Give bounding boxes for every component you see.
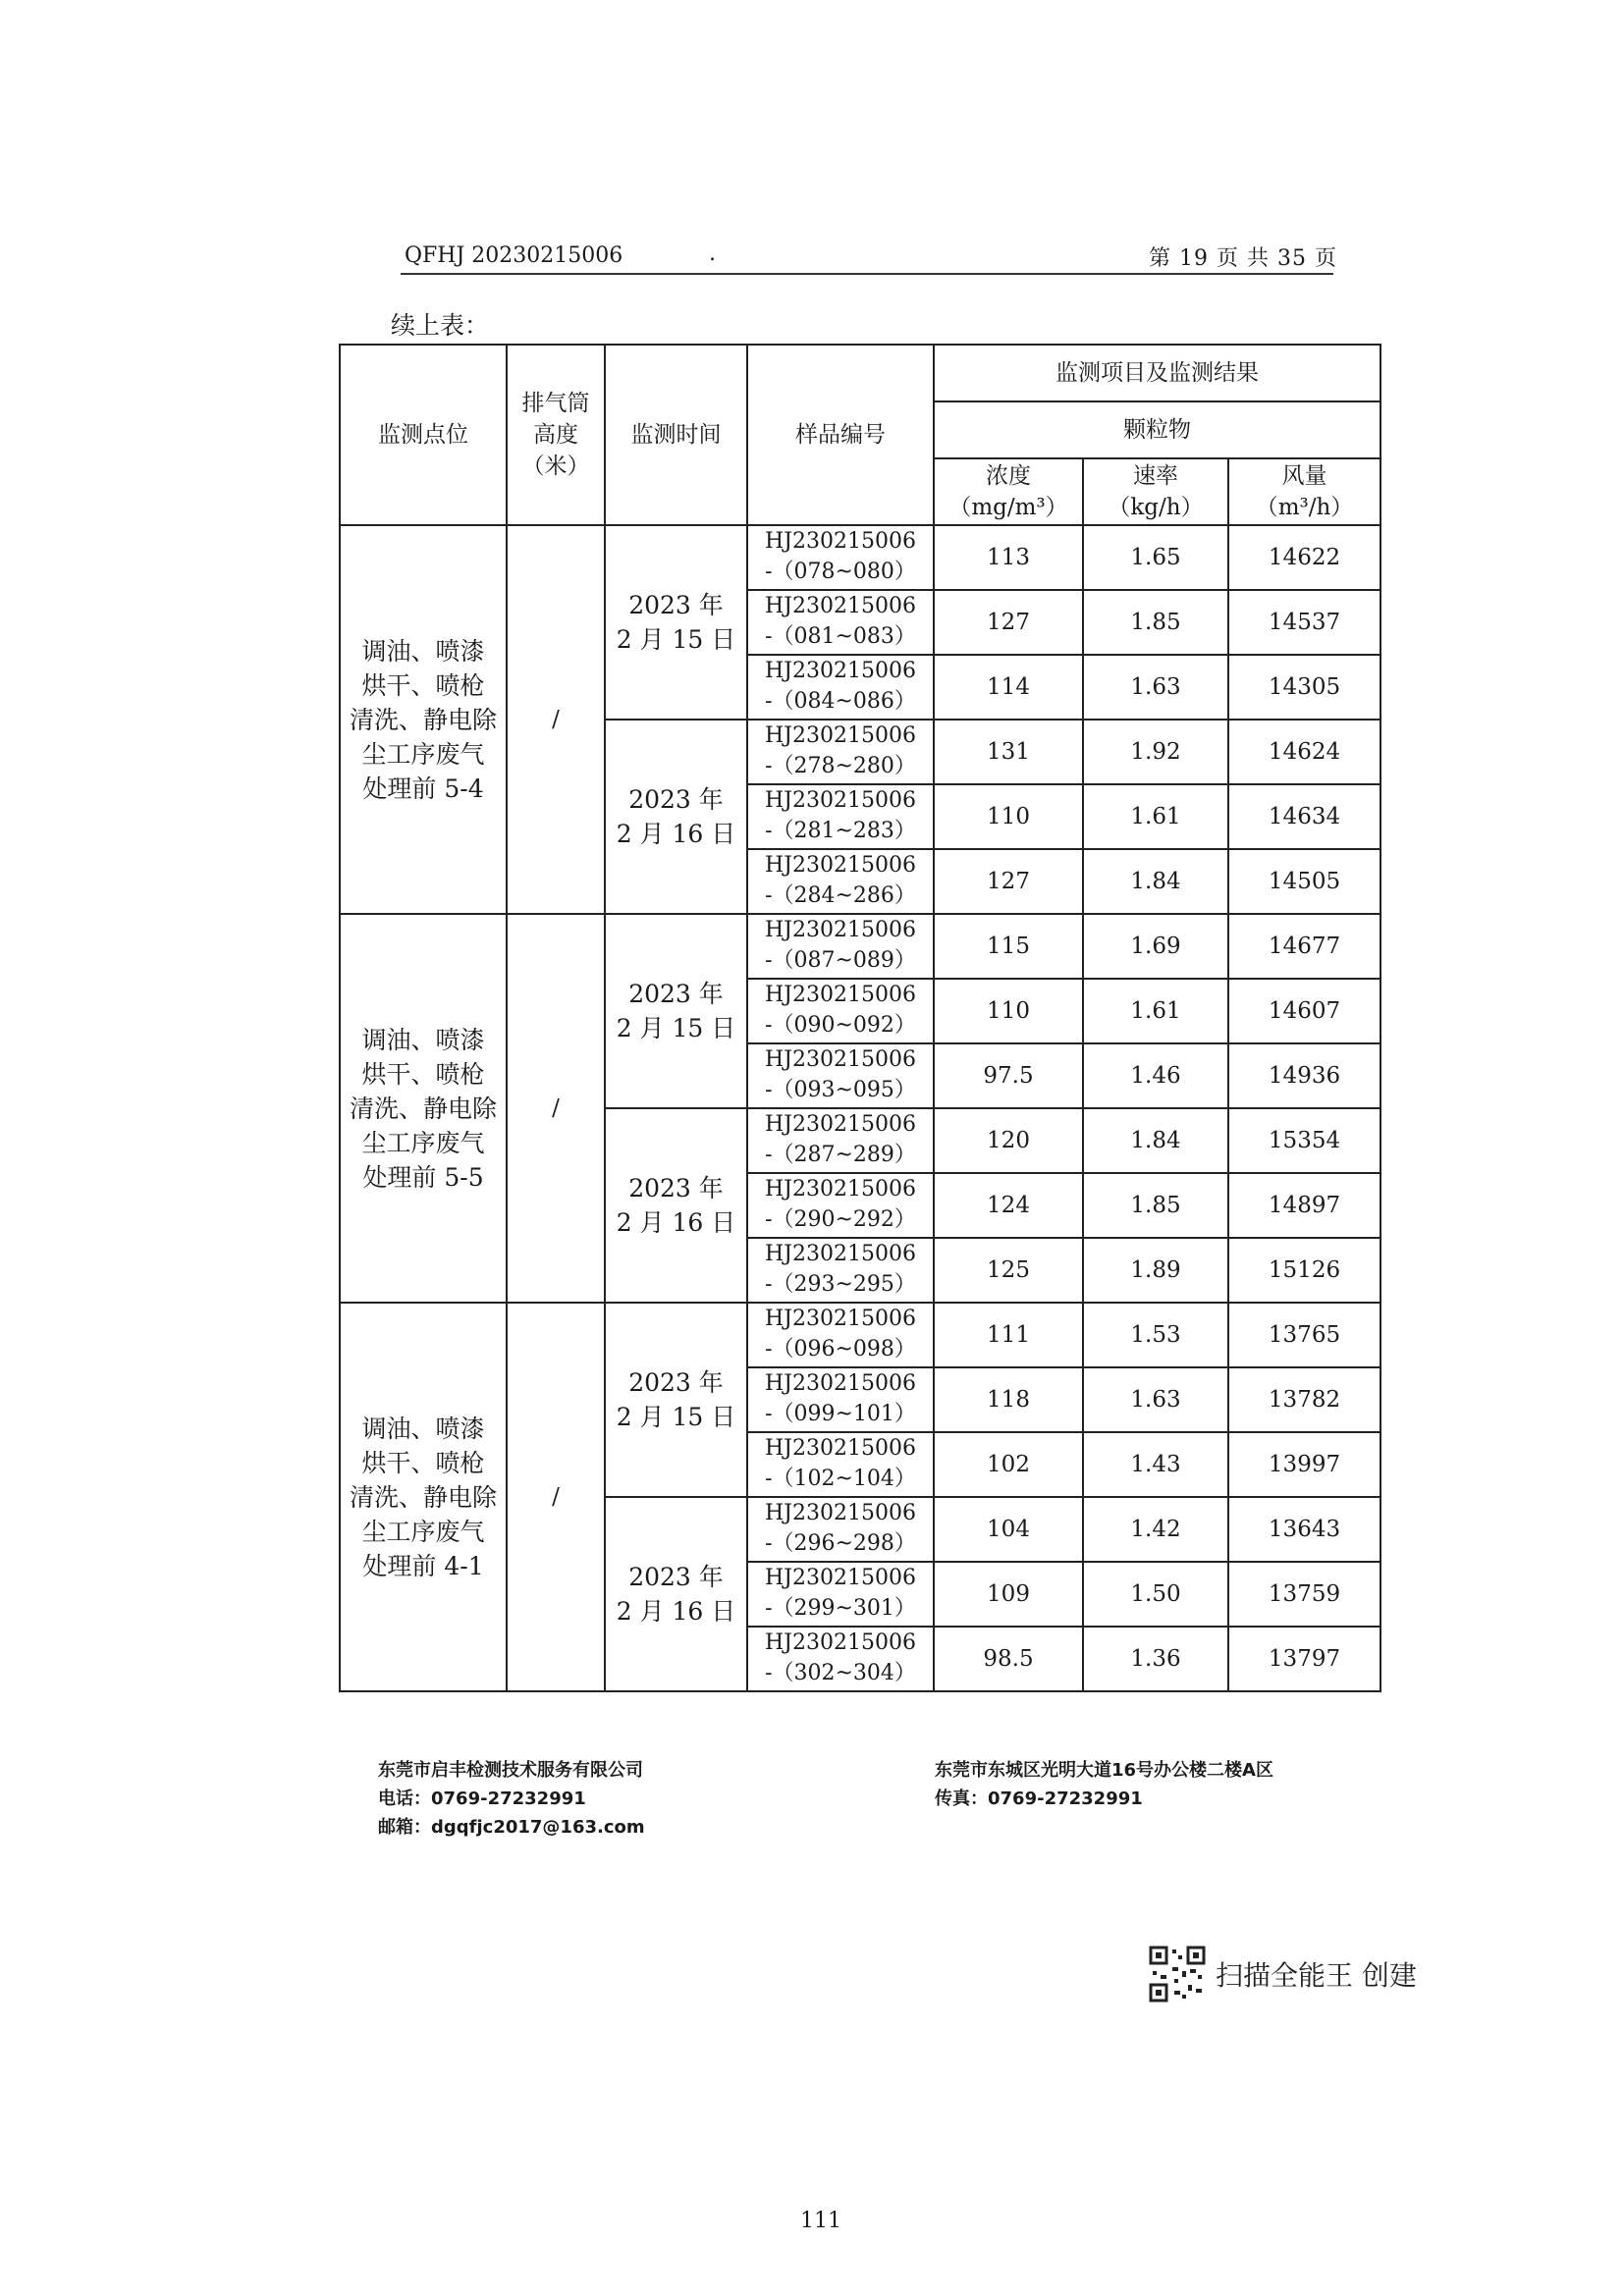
- air-flow-cell: 15126: [1228, 1238, 1380, 1303]
- sample-number-cell: HJ230215006 -（084~086）: [747, 655, 934, 720]
- concentration-cell: 127: [934, 849, 1083, 914]
- air-flow-cell: 14936: [1228, 1043, 1380, 1108]
- emission-rate-cell: 1.84: [1083, 849, 1228, 914]
- air-flow-cell: 15354: [1228, 1108, 1380, 1173]
- sample-number-cell: HJ230215006 -（278~280）: [747, 720, 934, 784]
- concentration-cell: 120: [934, 1108, 1083, 1173]
- concentration-cell: 110: [934, 784, 1083, 849]
- concentration-cell: 118: [934, 1367, 1083, 1432]
- sample-number-cell: HJ230215006 -（284~286）: [747, 849, 934, 914]
- header-location: 监测点位: [340, 345, 507, 525]
- header-group: 监测项目及监测结果: [934, 345, 1380, 401]
- emission-rate-cell: 1.50: [1083, 1562, 1228, 1627]
- sample-number-cell: HJ230215006 -（093~095）: [747, 1043, 934, 1108]
- header-stack-height: 排气筒 高度 （米）: [507, 345, 605, 525]
- concentration-cell: 127: [934, 590, 1083, 655]
- header-flow: 风量 （m³/h）: [1228, 458, 1380, 525]
- air-flow-cell: 14607: [1228, 979, 1380, 1043]
- emission-rate-cell: 1.92: [1083, 720, 1228, 784]
- concentration-cell: 125: [934, 1238, 1083, 1303]
- emission-rate-cell: 1.46: [1083, 1043, 1228, 1108]
- header-dot: .: [709, 241, 716, 266]
- footer-company: 东莞市启丰检测技术服务有限公司: [378, 1760, 643, 1781]
- sample-number-cell: HJ230215006 -（290~292）: [747, 1173, 934, 1238]
- sample-number-cell: HJ230215006 -（302~304）: [747, 1627, 934, 1691]
- concentration-cell: 110: [934, 979, 1083, 1043]
- stack-height-cell: /: [507, 525, 605, 914]
- header-sample: 样品编号: [747, 345, 934, 525]
- emission-rate-cell: 1.53: [1083, 1303, 1228, 1367]
- page-info: 第 19 页 共 35 页: [1149, 246, 1337, 271]
- emission-rate-cell: 1.85: [1083, 590, 1228, 655]
- emission-rate-cell: 1.61: [1083, 979, 1228, 1043]
- sample-number-cell: HJ230215006 -（281~283）: [747, 784, 934, 849]
- air-flow-cell: 13643: [1228, 1497, 1380, 1562]
- concentration-cell: 124: [934, 1173, 1083, 1238]
- monitoring-results-table: [339, 344, 1381, 1692]
- monitoring-date-cell: 2023 年 2 月 16 日: [605, 720, 747, 914]
- footer-address: 东莞市东城区光明大道16号办公楼二楼A区: [935, 1760, 1273, 1781]
- air-flow-cell: 14624: [1228, 720, 1380, 784]
- footer-fax: 传真：0769-27232991: [935, 1788, 1143, 1809]
- sample-number-cell: HJ230215006 -（099~101）: [747, 1367, 934, 1432]
- air-flow-cell: 14305: [1228, 655, 1380, 720]
- concentration-cell: 131: [934, 720, 1083, 784]
- monitoring-date-cell: 2023 年 2 月 16 日: [605, 1108, 747, 1303]
- air-flow-cell: 14677: [1228, 914, 1380, 979]
- air-flow-cell: 14634: [1228, 784, 1380, 849]
- scanner-watermark: [1149, 1946, 1417, 2002]
- emission-rate-cell: 1.42: [1083, 1497, 1228, 1562]
- stack-height-cell: /: [507, 1303, 605, 1691]
- air-flow-cell: 13782: [1228, 1367, 1380, 1432]
- concentration-cell: 114: [934, 655, 1083, 720]
- air-flow-cell: 14537: [1228, 590, 1380, 655]
- monitoring-location-cell: 调油、喷漆 烘干、喷枪 清洗、静电除 尘工序废气 处理前 5-4: [340, 525, 507, 914]
- footer-address-info: [935, 1757, 1273, 1814]
- sample-number-cell: HJ230215006 -（287~289）: [747, 1108, 934, 1173]
- air-flow-cell: 13997: [1228, 1432, 1380, 1497]
- emission-rate-cell: 1.85: [1083, 1173, 1228, 1238]
- sample-number-cell: HJ230215006 -（096~098）: [747, 1303, 934, 1367]
- footer-phone: 电话：0769-27232991: [378, 1788, 586, 1809]
- concentration-cell: 109: [934, 1562, 1083, 1627]
- page-number: 111: [800, 2209, 841, 2233]
- table-row: [340, 1303, 1380, 1367]
- concentration-cell: 111: [934, 1303, 1083, 1367]
- header-time: 监测时间: [605, 345, 747, 525]
- air-flow-cell: 13797: [1228, 1627, 1380, 1691]
- concentration-cell: 97.5: [934, 1043, 1083, 1108]
- emission-rate-cell: 1.43: [1083, 1432, 1228, 1497]
- sample-number-cell: HJ230215006 -（081~083）: [747, 590, 934, 655]
- sample-number-cell: HJ230215006 -（102~104）: [747, 1432, 934, 1497]
- sample-number-cell: HJ230215006 -（293~295）: [747, 1238, 934, 1303]
- sample-number-cell: HJ230215006 -（296~298）: [747, 1497, 934, 1562]
- emission-rate-cell: 1.84: [1083, 1108, 1228, 1173]
- concentration-cell: 115: [934, 914, 1083, 979]
- air-flow-cell: 14897: [1228, 1173, 1380, 1238]
- emission-rate-cell: 1.69: [1083, 914, 1228, 979]
- header-concentration: 浓度 （mg/m³）: [934, 458, 1083, 525]
- air-flow-cell: 14622: [1228, 525, 1380, 590]
- monitoring-location-cell: 调油、喷漆 烘干、喷枪 清洗、静电除 尘工序废气 处理前 5-5: [340, 914, 507, 1303]
- monitoring-date-cell: 2023 年 2 月 15 日: [605, 525, 747, 720]
- stack-height-cell: /: [507, 914, 605, 1303]
- table-row: [340, 525, 1380, 590]
- qr-code-icon: [1149, 1946, 1206, 2002]
- monitoring-date-cell: 2023 年 2 月 15 日: [605, 914, 747, 1108]
- continued-label: 续上表：: [391, 311, 490, 340]
- footer-email: 邮箱：dgqfjc2017@163.com: [378, 1816, 645, 1838]
- sample-number-cell: HJ230215006 -（090~092）: [747, 979, 934, 1043]
- concentration-cell: 98.5: [934, 1627, 1083, 1691]
- table-row: [340, 914, 1380, 979]
- emission-rate-cell: 1.63: [1083, 655, 1228, 720]
- emission-rate-cell: 1.63: [1083, 1367, 1228, 1432]
- header-rate: 速率 （kg/h）: [1083, 458, 1228, 525]
- sample-number-cell: HJ230215006 -（078~080）: [747, 525, 934, 590]
- report-number: QFHJ 20230215006: [405, 243, 623, 268]
- footer-company-info: [378, 1757, 645, 1842]
- emission-rate-cell: 1.89: [1083, 1238, 1228, 1303]
- watermark-text: 扫描全能王 创建: [1216, 1959, 1417, 1992]
- air-flow-cell: 13759: [1228, 1562, 1380, 1627]
- concentration-cell: 113: [934, 525, 1083, 590]
- concentration-cell: 104: [934, 1497, 1083, 1562]
- emission-rate-cell: 1.36: [1083, 1627, 1228, 1691]
- monitoring-location-cell: 调油、喷漆 烘干、喷枪 清洗、静电除 尘工序废气 处理前 4-1: [340, 1303, 507, 1691]
- sample-number-cell: HJ230215006 -（299~301）: [747, 1562, 934, 1627]
- sample-number-cell: HJ230215006 -（087~089）: [747, 914, 934, 979]
- header-rule: [401, 273, 1333, 275]
- header-item: 颗粒物: [934, 401, 1380, 458]
- concentration-cell: 102: [934, 1432, 1083, 1497]
- emission-rate-cell: 1.61: [1083, 784, 1228, 849]
- monitoring-date-cell: 2023 年 2 月 16 日: [605, 1497, 747, 1691]
- emission-rate-cell: 1.65: [1083, 525, 1228, 590]
- air-flow-cell: 14505: [1228, 849, 1380, 914]
- air-flow-cell: 13765: [1228, 1303, 1380, 1367]
- monitoring-date-cell: 2023 年 2 月 15 日: [605, 1303, 747, 1497]
